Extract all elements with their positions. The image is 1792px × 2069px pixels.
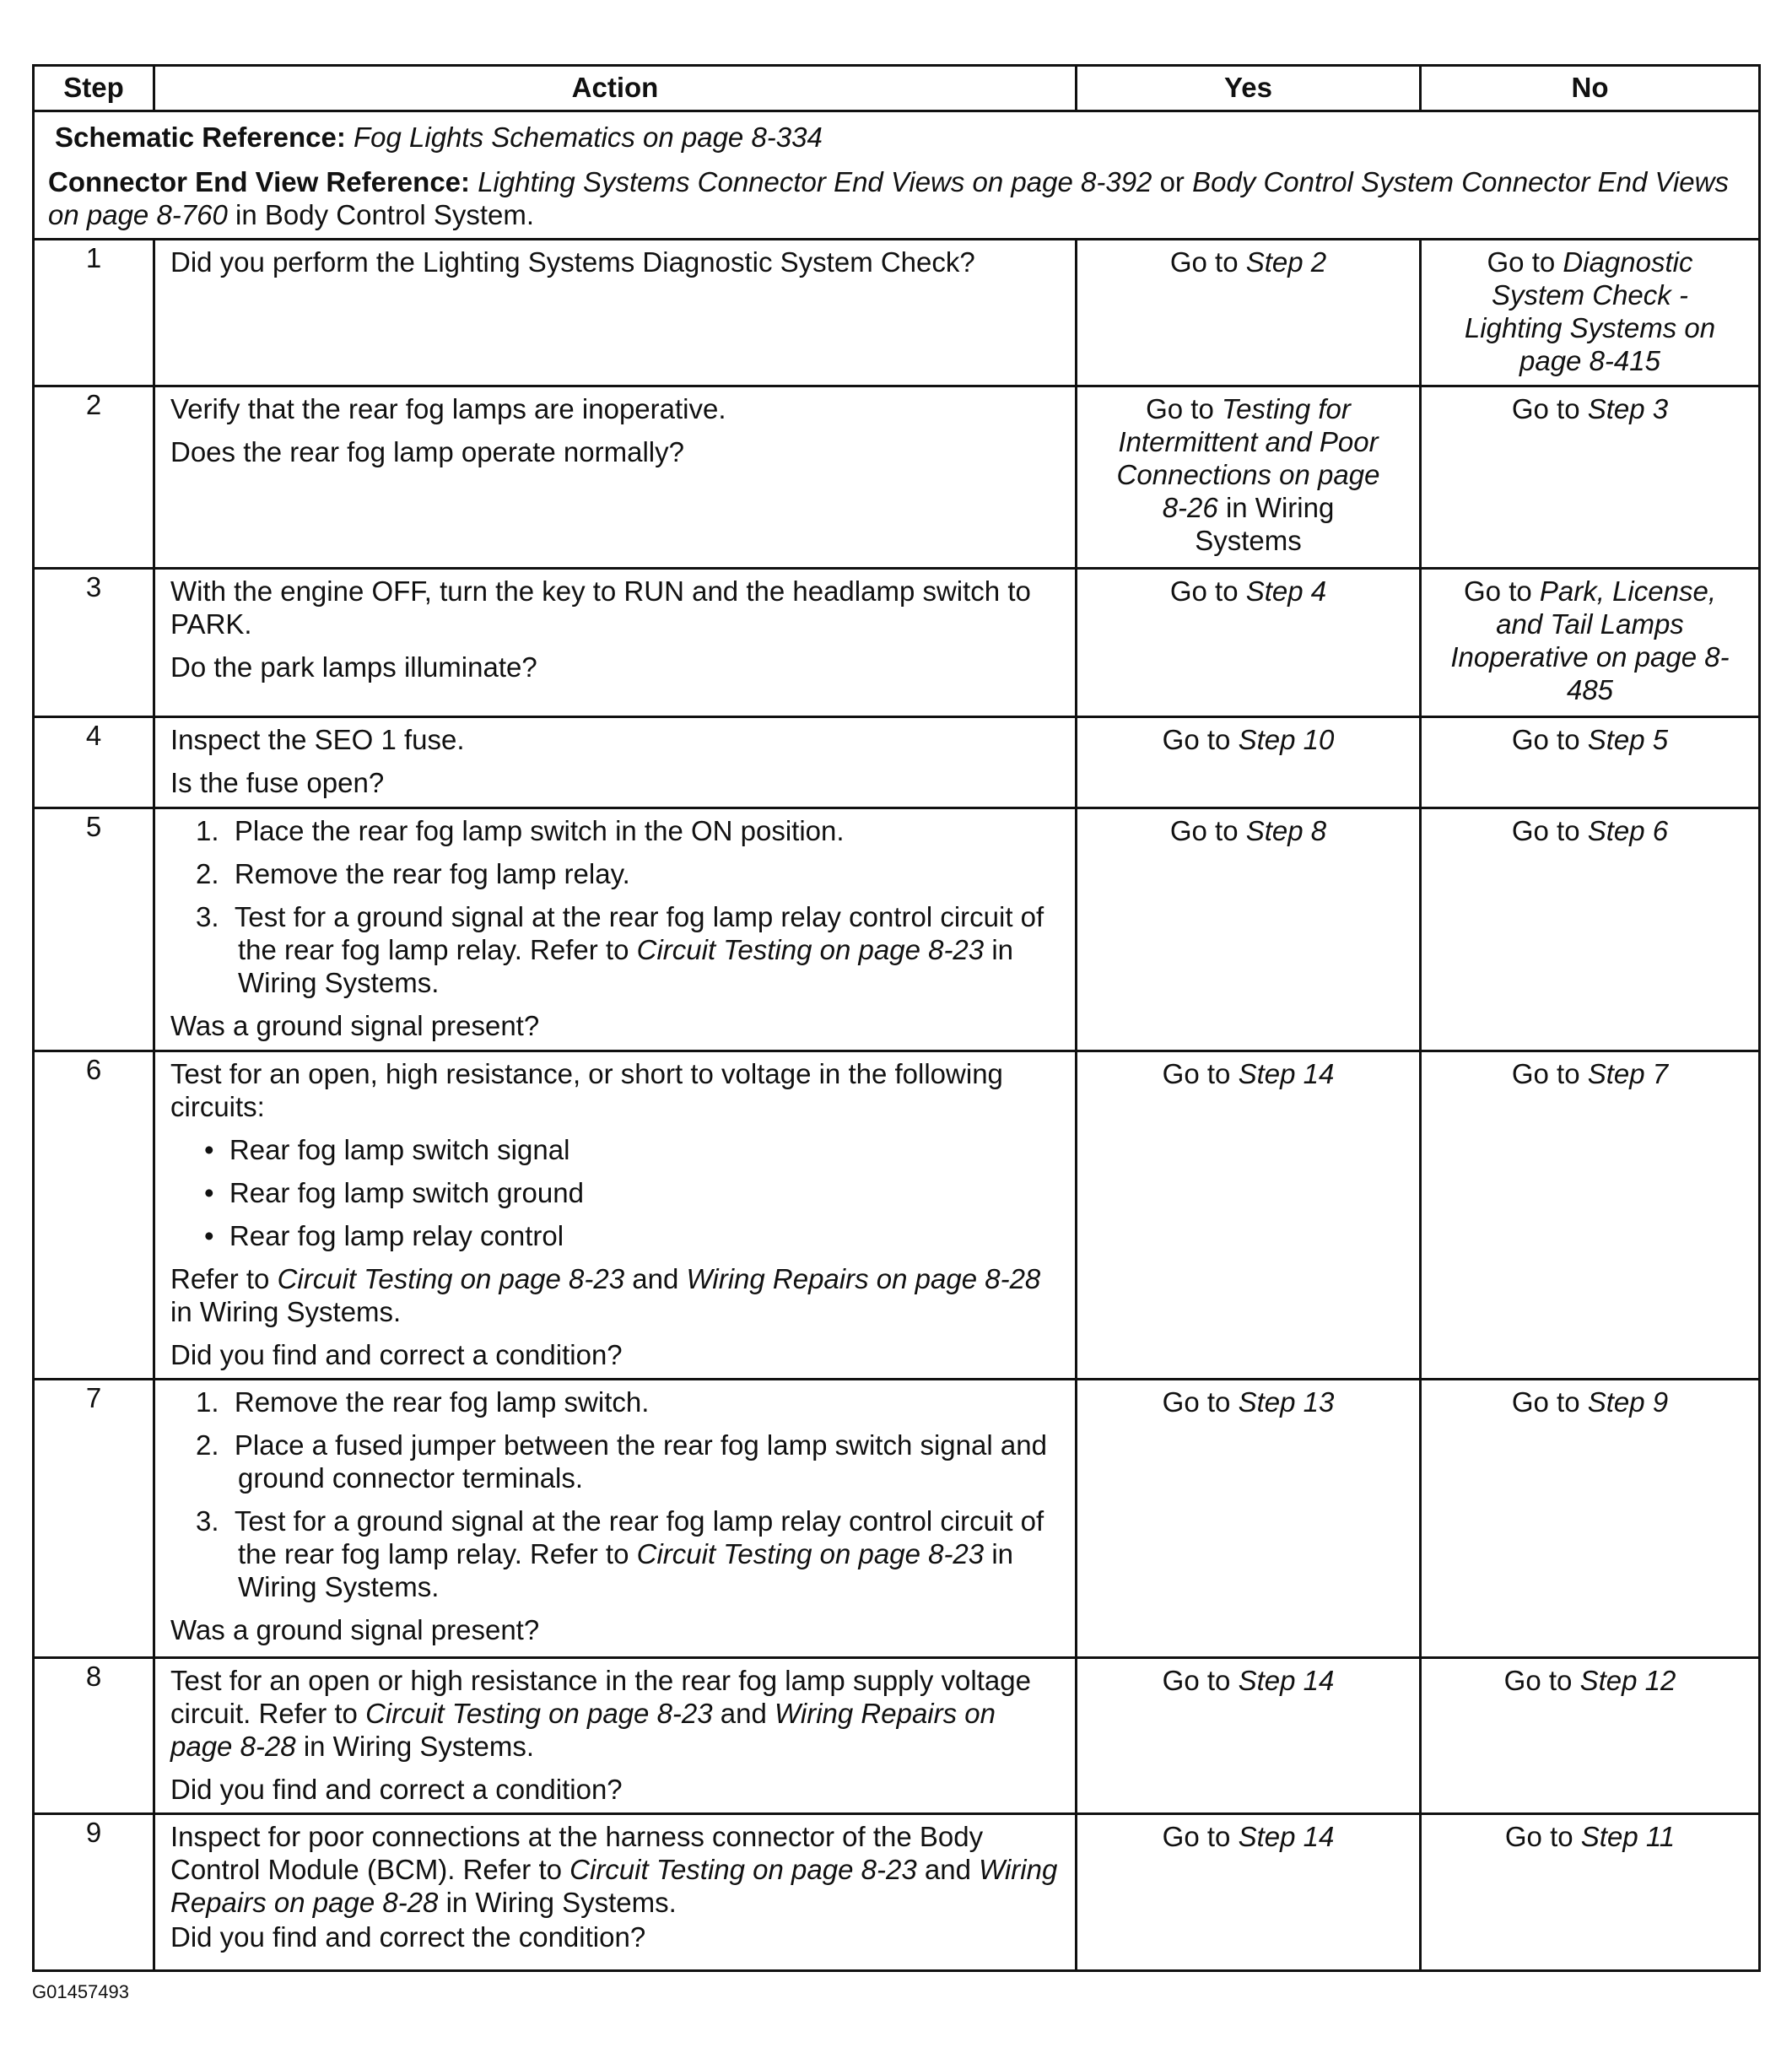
circuit-testing-link[interactable]: Circuit Testing on page 8-23 xyxy=(636,1538,985,1569)
yes-cell: Go to Step 2 xyxy=(1077,240,1421,386)
wiring-repairs-link[interactable]: Wiring Repairs on page 8-28 xyxy=(686,1263,1041,1294)
circuit-testing-link[interactable]: Circuit Testing on page 8-23 xyxy=(636,934,985,965)
yes-link[interactable]: Step 14 xyxy=(1238,1821,1335,1852)
no-cell: Go to Diagnostic System Check - Lighting Systems on page 8-415 xyxy=(1421,240,1760,386)
no-cell: Go to Step 9 xyxy=(1421,1380,1760,1658)
step-number: 8 xyxy=(34,1658,154,1814)
header-no: No xyxy=(1421,66,1760,111)
yes-link[interactable]: Step 4 xyxy=(1245,575,1327,607)
step-number: 5 xyxy=(34,808,154,1051)
header-step: Step xyxy=(34,66,154,111)
yes-cell: Go to Step 14 xyxy=(1077,1658,1421,1814)
schematic-reference-link[interactable]: Fog Lights Schematics on page 8-334 xyxy=(354,122,823,153)
table-row xyxy=(34,808,1760,1051)
table-header-row xyxy=(34,66,1760,111)
no-link[interactable]: Step 9 xyxy=(1587,1386,1669,1418)
table-row xyxy=(34,1380,1760,1658)
step-action: Test for an open, high resistance, or short to voltage in the following circuits: • Rear fog lamp switch signal • Rear fog lamp switch ground • Rear fog lamp relay control Refer to Circuit Testing on page 8-23 and Wiring Repairs on page 8-28 in Wiring Systems. Did you find and correct a condition? xyxy=(154,1051,1077,1380)
step-action: With the engine OFF, turn the key to RUN and the headlamp switch to PARK. Do the park lamps illuminate? xyxy=(154,569,1077,717)
yes-link[interactable]: Step 2 xyxy=(1245,246,1327,278)
table-row xyxy=(34,240,1760,386)
wiring-repairs-link[interactable]: Wiring Repairs on page 8-28 xyxy=(170,1698,996,1762)
step-number: 4 xyxy=(34,717,154,808)
yes-link[interactable]: Testing for Intermittent and Poor Connections on page 8-26 xyxy=(1116,393,1380,523)
step-action: 1. Place the rear fog lamp switch in the ON position. 2. Remove the rear fog lamp relay. 3. Test for a ground signal at the rear fog lamp relay control circuit of the rear fog lamp relay. Refer to Circuit Testing on page 8-23 in Wiring Systems. Was a ground signal present? xyxy=(154,808,1077,1051)
yes-cell: Go to Step 13 xyxy=(1077,1380,1421,1658)
connector-reference-link-2[interactable]: Body Control System Connector End Views on page 8-760 xyxy=(48,166,1729,230)
no-cell: Go to Step 6 xyxy=(1421,808,1760,1051)
step-action: Inspect for poor connections at the harness connector of the Body Control Module (BCM). Refer to Circuit Testing on page 8-23 and Wiring Repairs on page 8-28 in Wiring Systems. Did you find and correct the condition? xyxy=(154,1814,1077,1971)
reference-row xyxy=(34,111,1760,240)
no-link[interactable]: Step 6 xyxy=(1587,815,1669,846)
yes-link[interactable]: Step 13 xyxy=(1238,1386,1335,1418)
step-number: 1 xyxy=(34,240,154,386)
yes-cell: Go to Step 10 xyxy=(1077,717,1421,808)
table-row xyxy=(34,1051,1760,1380)
wiring-repairs-link[interactable]: Wiring Repairs on page 8-28 xyxy=(170,1854,1058,1918)
circuit-testing-link[interactable]: Circuit Testing on page 8-23 xyxy=(277,1263,625,1294)
no-cell: Go to Step 3 xyxy=(1421,386,1760,569)
no-link[interactable]: Park, License, and Tail Lamps Inoperative on page 8-485 xyxy=(1450,575,1730,705)
step-action: Test for an open or high resistance in the rear fog lamp supply voltage circuit. Refer to Circuit Testing on page 8-23 and Wiring Repairs on page 8-28 in Wiring Systems. Did you find and correct a condition? xyxy=(154,1658,1077,1814)
yes-link[interactable]: Step 14 xyxy=(1238,1058,1335,1089)
yes-cell: Go to Step 8 xyxy=(1077,808,1421,1051)
no-link[interactable]: Diagnostic System Check - Lighting Systems on page 8-415 xyxy=(1464,246,1716,376)
yes-cell: Go to Step 14 xyxy=(1077,1814,1421,1971)
no-link[interactable]: Step 5 xyxy=(1587,724,1669,755)
step-number: 2 xyxy=(34,386,154,569)
yes-cell: Go to Step 14 xyxy=(1077,1051,1421,1380)
table-row xyxy=(34,717,1760,808)
figure-id: G01457493 xyxy=(32,1981,129,2002)
table-row xyxy=(34,1658,1760,1814)
no-link[interactable]: Step 12 xyxy=(1579,1665,1676,1696)
circuit-testing-link[interactable]: Circuit Testing on page 8-23 xyxy=(365,1698,713,1729)
step-number: 3 xyxy=(34,569,154,717)
connector-reference-link-1[interactable]: Lighting Systems Connector End Views on page 8-392 xyxy=(478,166,1152,197)
step-number: 6 xyxy=(34,1051,154,1380)
table-row xyxy=(34,569,1760,717)
no-link[interactable]: Step 7 xyxy=(1587,1058,1669,1089)
no-cell: Go to Step 11 xyxy=(1421,1814,1760,1971)
header-action: Action xyxy=(154,66,1077,111)
step-number: 9 xyxy=(34,1814,154,1971)
no-cell: Go to Step 7 xyxy=(1421,1051,1760,1380)
yes-link[interactable]: Step 8 xyxy=(1245,815,1327,846)
no-cell: Go to Step 12 xyxy=(1421,1658,1760,1814)
step-action: Did you perform the Lighting Systems Diagnostic System Check? xyxy=(154,240,1077,386)
schematic-reference: Schematic Reference: Fog Lights Schematics on page 8-334 xyxy=(55,122,823,153)
circuit-testing-link[interactable]: Circuit Testing on page 8-23 xyxy=(569,1854,917,1885)
no-link[interactable]: Step 11 xyxy=(1580,1821,1676,1852)
yes-cell: Go to Step 4 xyxy=(1077,569,1421,717)
no-link[interactable]: Step 3 xyxy=(1587,393,1669,424)
yes-cell: Go to Testing for Intermittent and Poor Connections on page 8-26 in Wiring Systems xyxy=(1077,386,1421,569)
yes-link[interactable]: Step 10 xyxy=(1238,724,1335,755)
no-cell: Go to Step 5 xyxy=(1421,717,1760,808)
header-yes: Yes xyxy=(1077,66,1421,111)
connector-reference: Connector End View Reference: Lighting Systems Connector End Views on page 8-392 or Body Control System Connector End Views on page 8-760 in Body Control System. xyxy=(48,166,1729,230)
table-row xyxy=(34,386,1760,569)
yes-link[interactable]: Step 14 xyxy=(1238,1665,1335,1696)
diagnostic-table xyxy=(32,64,1761,1972)
step-action: Verify that the rear fog lamps are inoperative. Does the rear fog lamp operate normally? xyxy=(154,386,1077,569)
step-action: Inspect the SEO 1 fuse. Is the fuse open? xyxy=(154,717,1077,808)
step-action: 1. Remove the rear fog lamp switch. 2. Place a fused jumper between the rear fog lamp switch signal and ground connector terminals. 3. Test for a ground signal at the rear fog lamp relay control circuit of the rear fog lamp relay. Refer to Circuit Testing on page 8-23 in Wiring Systems. Was a ground signal present? xyxy=(154,1380,1077,1658)
no-cell: Go to Park, License, and Tail Lamps Inoperative on page 8-485 xyxy=(1421,569,1760,717)
table-row xyxy=(34,1814,1760,1971)
diagnostic-table-page xyxy=(32,64,1758,1972)
step-number: 7 xyxy=(34,1380,154,1658)
reference-cell xyxy=(34,111,1760,240)
